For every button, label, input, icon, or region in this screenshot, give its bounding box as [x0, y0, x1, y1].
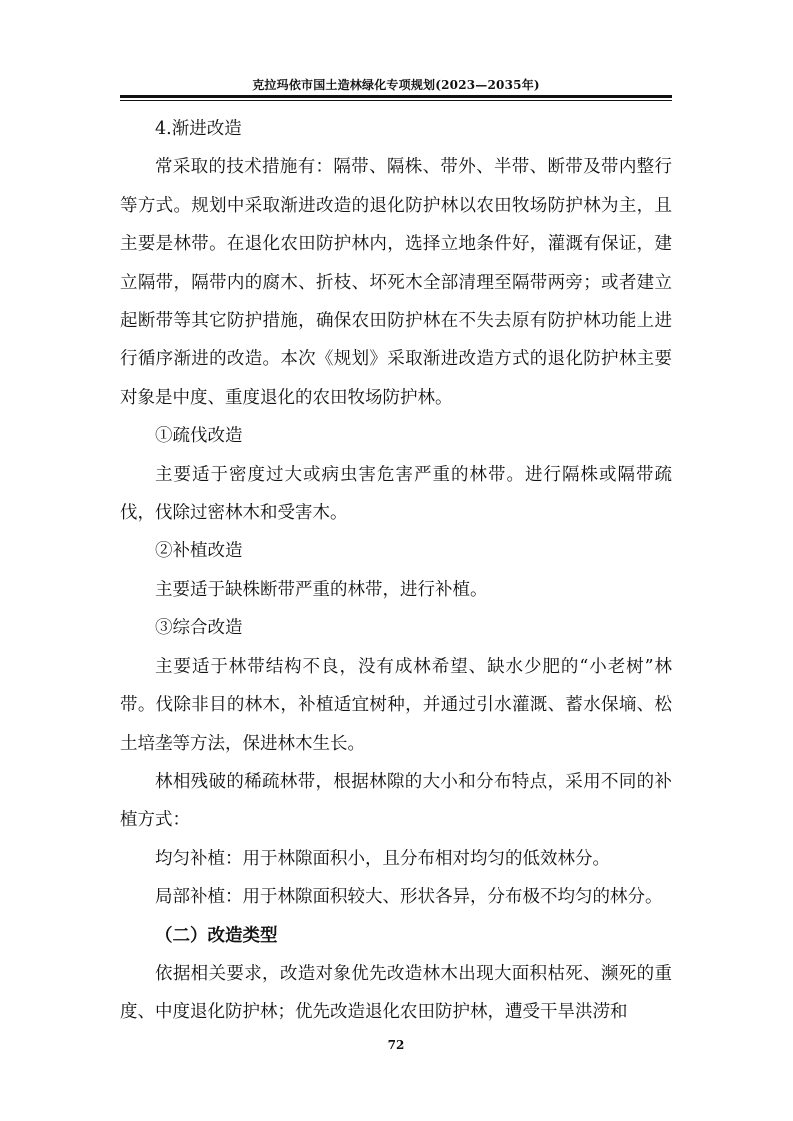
- header-rule-thick: [120, 95, 672, 98]
- item-replanting-transformation: ②补植改造: [155, 541, 243, 562]
- paragraph-local-replanting: 局部补植：用于林隙面积较大、形状各异，分布极不均匀的林分。: [155, 887, 663, 908]
- running-header: 克拉玛依市国土造林绿化专项规划(2023—2035年): [252, 78, 540, 92]
- page-number: 72: [387, 1038, 405, 1052]
- paragraph-replanting: 主要适于缺株断带严重的林带，进行补植。: [155, 579, 488, 600]
- paragraph-transformation-priority: 依据相关要求，改造对象优先改造林木出现大面积枯死、濒死的重度、中度退化防护林；优先改造退化农田防护林，遭受干旱洪涝和: [120, 963, 672, 1023]
- body-text: [120, 110, 672, 1032]
- subheading-gradual-transformation: 4.渐进改造: [155, 119, 242, 139]
- header-rule-thin: [120, 100, 672, 101]
- paragraph-comprehensive: 主要适于林带结构不良，没有成林希望、缺水少肥的“小老树”林带。伐除非目的林木，补植适宜树种，并通过引水灌溉、蓄水保墒、松土培垄等方法，保进林木生长。: [120, 656, 672, 754]
- section-heading-transformation-types: （二）改造类型: [155, 925, 278, 946]
- paragraph-uniform-replanting: 均匀补植：用于林隙面积小，且分布相对均匀的低效林分。: [155, 848, 610, 869]
- paragraph-thinning: 主要适于密度过大或病虫害危害严重的林带。进行隔株或隔带疏伐，伐除过密林木和受害木。: [120, 464, 672, 524]
- item-comprehensive-transformation: ③综合改造: [155, 618, 243, 639]
- paragraph-technical-measures: 常采取的技术措施有：隔带、隔株、带外、半带、断带及带内整行等方式。规划中采取渐进改造的退化防护林以农田牧场防护林为主，且主要是林带。在退化农田防护林内，选择立地条件好，灌溉有保证，建立隔带，隔带内的腐木、折枝、坏死木全部清理至隔带两旁；或者建立起断带等其它防护措施，确保农田防护林在不失去原有防护林功能上进行循序渐进的改造。本次《规划》采取渐进改造方式的退化防护林主要对象是中度、重度退化的农田牧场防护林。: [120, 157, 672, 408]
- paragraph-sparse-belts: 林相残破的稀疏林带，根据林隙的大小和分布特点，采用不同的补植方式：: [120, 771, 672, 831]
- item-thinning-transformation: ①疏伐改造: [155, 426, 243, 447]
